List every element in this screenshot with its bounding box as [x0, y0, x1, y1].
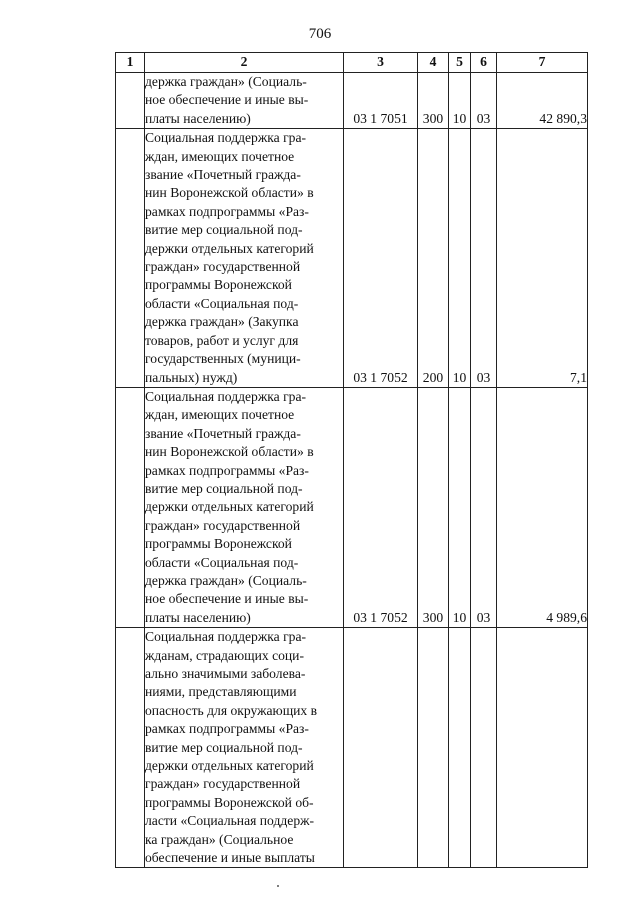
amount-cell — [497, 628, 588, 868]
item-name-cell: Социальная поддержка гра- ждан, имеющих почетное звание «Почетный гражда- нин Воронежской области» в рамках подпрограммы «Раз- витие мер социальной под- держки отдельных категорий граждан» государственной программы Воронежской области «Социальная под- держка граждан» (Социаль- ное обеспечение и иные вы- платы населению) — [145, 387, 344, 627]
column-header-7: 7 — [497, 53, 588, 73]
amount-cell: 7,1 — [497, 129, 588, 388]
row-number-cell — [116, 628, 145, 868]
column-header-2: 2 — [145, 53, 344, 73]
table-row — [116, 129, 588, 388]
item-name-cell: Социальная поддержка гра- жданам, страдающих соци- ально значимыми заболева- ниями, представляющими опасность для окружающих в рамках подпрограммы «Раз- витие мер социальной под- держки отдельных категорий граждан» государственной программы Воронежской об- ласти «Социальная поддерж- ка граждан» (Социальное обеспечение и иные выплаты — [145, 628, 344, 868]
target-code-cell: 03 1 7052 — [344, 129, 418, 388]
amount-cell: 4 989,6 — [497, 387, 588, 627]
row-number-cell — [116, 73, 145, 129]
section-cell: 10 — [449, 387, 471, 627]
target-code-cell — [344, 628, 418, 868]
table-row — [116, 73, 588, 129]
subsection-cell: 03 — [471, 73, 497, 129]
row-number-cell — [116, 387, 145, 627]
expense-type-cell: 300 — [418, 73, 449, 129]
header-row — [116, 53, 588, 73]
section-cell — [449, 628, 471, 868]
table-row — [116, 628, 588, 868]
column-header-4: 4 — [418, 53, 449, 73]
budget-table — [115, 52, 588, 868]
expense-type-cell — [418, 628, 449, 868]
item-name-cell: держка граждан» (Социаль- ное обеспечение и иные вы- платы населению) — [145, 73, 344, 129]
column-header-1: 1 — [116, 53, 145, 73]
column-header-6: 6 — [471, 53, 497, 73]
page-number: 706 — [308, 26, 332, 42]
column-header-3: 3 — [344, 53, 418, 73]
column-header-5: 5 — [449, 53, 471, 73]
target-code-cell: 03 1 7052 — [344, 387, 418, 627]
amount-cell: 42 890,3 — [497, 73, 588, 129]
subsection-cell: 03 — [471, 129, 497, 388]
expense-type-cell: 300 — [418, 387, 449, 627]
scan-speck — [277, 885, 279, 887]
expense-type-cell: 200 — [418, 129, 449, 388]
section-cell: 10 — [449, 73, 471, 129]
subsection-cell — [471, 628, 497, 868]
table-row — [116, 387, 588, 627]
item-name-cell: Социальная поддержка гра- ждан, имеющих почетное звание «Почетный гражда- нин Воронежской области» в рамках подпрограммы «Раз- витие мер социальной под- держки отдельных категорий граждан» государственной программы Воронежской области «Социальная под- держка граждан» (Закупка товаров, работ и услуг для государственных (муници- пальных) нужд) — [145, 129, 344, 388]
target-code-cell: 03 1 7051 — [344, 73, 418, 129]
row-number-cell — [116, 129, 145, 388]
subsection-cell: 03 — [471, 387, 497, 627]
section-cell: 10 — [449, 129, 471, 388]
